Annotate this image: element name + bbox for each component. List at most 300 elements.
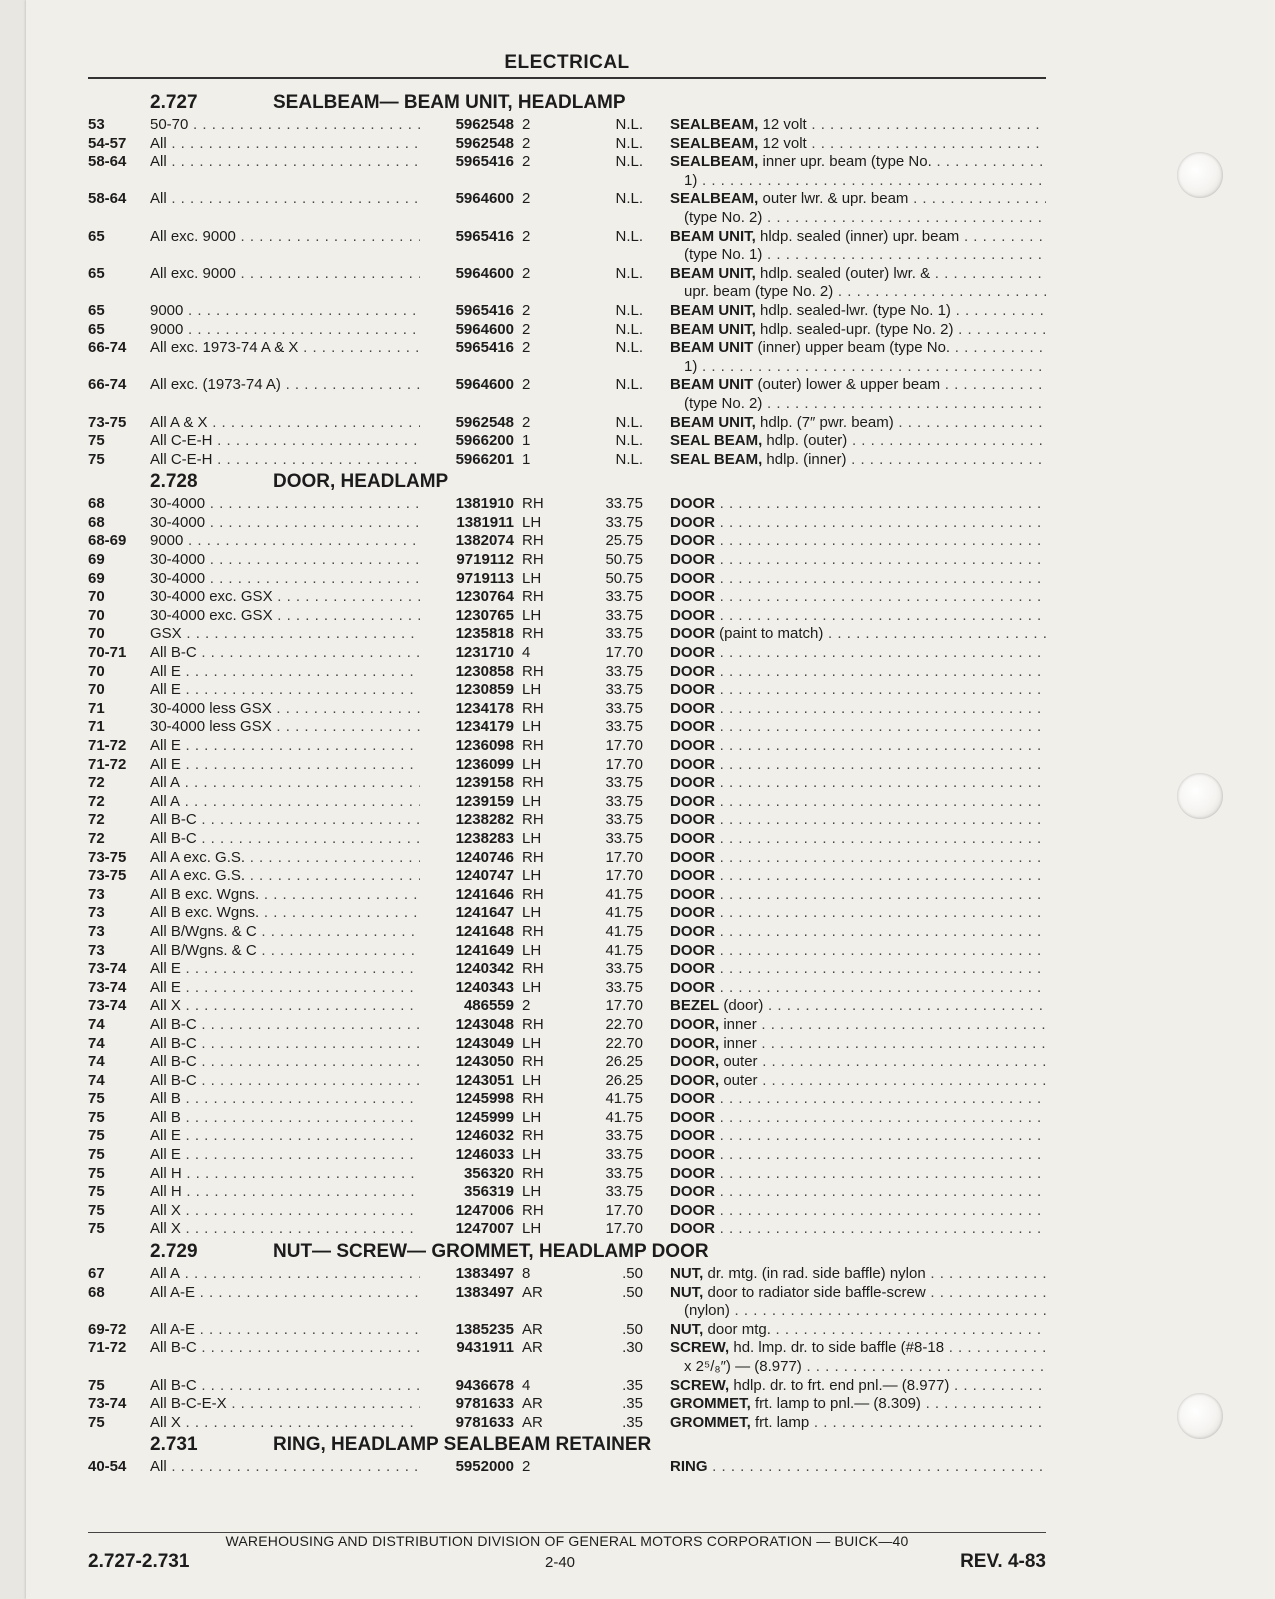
part-number-cell: 1230764 [455,588,514,606]
model-cell: All E . . . [150,681,420,700]
model-cell: All E . . . [150,979,420,998]
description-keyword: GROMMET, [670,1413,751,1431]
description-cell [670,1090,1046,1109]
description-cell [670,663,1046,682]
quantity-cell: 2 [522,320,531,338]
price-cell: .50 [622,1265,643,1283]
section-heading [88,469,1046,495]
year-cell: 75 [88,1220,105,1238]
model-cell: All B exc. Wgns. . . . [150,886,420,905]
description-keyword: DOOR [670,625,715,643]
year-cell: 58-64 [88,153,127,171]
quantity-cell: 2 [522,1458,531,1476]
part-number-cell: 1382074 [455,532,514,550]
quantity-cell: RH [522,848,544,866]
year-cell: 75 [88,450,105,468]
quantity-cell: 4 [522,644,531,662]
parts-row [88,1109,1046,1128]
model-cell: All exc. (1973-74 A) . . . [150,376,420,395]
model-cell: All exc. 1973-74 A & X . . . [150,339,420,358]
description-text: (outer) lower & upper beam [753,376,941,394]
model-cell: All A-E . . . [150,1321,420,1340]
parts-row [88,811,1046,830]
part-number-cell: 1231710 [455,644,514,662]
quantity-cell: LH [522,681,542,699]
description-keyword: SEALBEAM, [670,190,759,208]
parts-row [88,116,1046,135]
model-cell: All E . . . [150,960,420,979]
section-heading [88,90,1046,116]
description-continuation: 1) . . . [670,172,1046,191]
price-cell: 33.75 [605,829,643,847]
description-keyword: DOOR [670,848,715,866]
description-cell [670,644,1046,663]
parts-row [88,774,1046,793]
parts-row [88,1458,1046,1477]
price-cell: N.L. [615,264,643,282]
quantity-cell: 2 [522,264,531,282]
quantity-cell: AR [522,1283,543,1301]
description-keyword: BEZEL [670,997,720,1015]
model-cell: 9000 . . . [150,532,420,551]
description-cell [670,551,1046,570]
price-cell: N.L. [615,450,643,468]
description-cell [670,1220,1046,1239]
parts-row [88,451,1046,470]
description-keyword: BEAM UNIT, [670,320,756,338]
description-continuation: (type No. 2) . . . [670,209,1046,228]
model-cell: 30-4000 . . . [150,514,420,533]
parts-row [88,414,1046,433]
model-cell: All B-C . . . [150,1053,420,1072]
year-cell: 65 [88,320,105,338]
description-text: outer [719,1071,758,1089]
part-number-cell: 5964600 [455,190,514,208]
year-cell: 74 [88,1034,105,1052]
part-number-cell: 5965416 [455,153,514,171]
description-cell [670,774,1046,793]
year-cell: 68 [88,495,105,513]
description-keyword: SEALBEAM, [670,134,759,152]
description-cell [670,830,1046,849]
quantity-cell: 2 [522,134,531,152]
parts-row [88,1183,1046,1202]
part-number-cell: 1247006 [455,1201,514,1219]
description-cell [670,451,1046,470]
description-cell [670,1395,1046,1414]
quantity-cell: LH [522,1146,542,1164]
description-cell [670,514,1046,533]
parts-row [88,1146,1046,1165]
description-keyword: DOOR [670,1183,715,1201]
description-keyword: DOOR [670,1201,715,1219]
model-cell: 30-4000 exc. GSX . . . [150,607,420,626]
model-cell: All . . . [150,190,420,209]
description-keyword: BEAM UNIT, [670,301,756,319]
price-cell: 33.75 [605,681,643,699]
quantity-cell: 2 [522,301,531,319]
description-text: hdlp. (outer) [762,432,848,450]
model-cell: 9000 . . . [150,321,420,340]
price-cell: 22.70 [605,1034,643,1052]
parts-row [88,1165,1046,1184]
price-cell: 17.70 [605,867,643,885]
price-cell: 33.75 [605,1164,643,1182]
price-cell: N.L. [615,116,643,133]
description-cell [670,135,1046,154]
description-cell [670,625,1046,644]
description-text: (paint to match) [715,625,824,643]
parts-row [88,514,1046,533]
description-keyword: NUT, [670,1283,704,1301]
year-cell: 75 [88,1090,105,1108]
year-cell: 71-72 [88,755,127,773]
description-keyword: BEAM UNIT, [670,413,756,431]
description-cell [670,321,1046,340]
year-cell: 71 [88,718,105,736]
part-number-cell: 5964600 [455,264,514,282]
parts-row [88,1377,1046,1396]
price-cell: 33.75 [605,662,643,680]
price-cell: 33.75 [605,1146,643,1164]
price-cell: 33.75 [605,625,643,643]
description-cell [670,432,1046,451]
price-cell: 17.70 [605,644,643,662]
description-text: inner [719,1034,757,1052]
year-cell: 74 [88,1071,105,1089]
price-cell: .50 [622,1283,643,1301]
parts-row [88,339,1046,376]
section-number: 2.727 [150,92,198,113]
part-number-cell: 1243048 [455,1015,514,1033]
quantity-cell: LH [522,718,542,736]
description-keyword: DOOR [670,904,715,922]
price-cell: 22.70 [605,1015,643,1033]
description-keyword: DOOR [670,1164,715,1182]
part-number-cell: 1241646 [455,885,514,903]
model-cell: All B-C-E-X . . . [150,1395,420,1414]
description-cell [670,495,1046,514]
year-cell: 65 [88,264,105,282]
model-cell: All B-C . . . [150,1339,420,1358]
year-cell: 75 [88,1108,105,1126]
description-text: hdlp. (inner) [762,450,847,468]
part-number-cell: 5952000 [455,1458,514,1476]
description-cell [670,1202,1046,1221]
parts-row [88,997,1046,1016]
price-cell: N.L. [615,376,643,394]
parts-row [88,321,1046,340]
part-number-cell: 1381910 [455,495,514,513]
part-number-cell: 1385235 [455,1320,514,1338]
model-cell: 30-4000 . . . [150,551,420,570]
year-cell: 75 [88,1376,105,1394]
quantity-cell: 1 [522,432,531,450]
part-number-cell: 5965416 [455,301,514,319]
price-cell: 17.70 [605,1201,643,1219]
parts-row [88,302,1046,321]
quantity-cell: LH [522,867,542,885]
quantity-cell: RH [522,699,544,717]
year-cell: 70 [88,606,105,624]
description-keyword: SCREW, [670,1376,730,1394]
year-cell: 68 [88,1283,105,1301]
part-number-cell: 5966200 [455,432,514,450]
description-keyword: BEAM UNIT [670,376,754,394]
description-cell [670,1146,1046,1165]
parts-row [88,1072,1046,1091]
description-cell [670,1165,1046,1184]
description-cell [670,1414,1046,1433]
part-number-cell: 1239158 [455,774,514,792]
description-keyword: DOOR [670,662,715,680]
quantity-cell: LH [522,1220,542,1238]
part-number-cell: 9431911 [456,1339,514,1357]
parts-row [88,663,1046,682]
year-cell: 72 [88,774,105,792]
description-text: hdlp. sealed (outer) lwr. & [755,264,931,282]
model-cell: All . . . [150,153,420,172]
price-cell: 17.70 [605,1220,643,1238]
description-text: outer lwr. & upr. beam [758,190,909,208]
year-cell: 75 [88,1146,105,1164]
price-cell: 33.75 [605,1127,643,1145]
part-number-cell: 5964600 [455,320,514,338]
description-cell [670,681,1046,700]
year-cell: 66-74 [88,339,127,357]
parts-row [88,849,1046,868]
model-cell: All B-C . . . [150,1035,420,1054]
description-continuation: 1) . . . [670,358,1046,377]
quantity-cell: RH [522,1201,544,1219]
quantity-cell: RH [522,885,544,903]
description-keyword: SCREW, [670,1339,730,1357]
description-keyword: DOOR [670,774,715,792]
price-cell: 17.70 [605,755,643,773]
description-keyword: DOOR, [670,1053,720,1071]
description-keyword: DOOR [670,569,715,587]
parts-row [88,376,1046,413]
model-cell: All X . . . [150,1414,420,1433]
parts-row [88,1220,1046,1239]
year-cell: 75 [88,432,105,450]
parts-row [88,1202,1046,1221]
parts-row [88,886,1046,905]
description-keyword: SEAL BEAM, [670,432,763,450]
description-text: inner upr. beam (type No. [758,153,932,171]
price-cell: 41.75 [605,922,643,940]
part-number-cell: 1239159 [455,792,514,810]
quantity-cell: AR [522,1395,543,1413]
model-cell: All C-E-H . . . [150,432,420,451]
quantity-cell: RH [522,1090,544,1108]
parts-row [88,607,1046,626]
price-cell: 41.75 [605,1108,643,1126]
part-number-cell: 9781633 [455,1395,514,1413]
description-cell [670,886,1046,905]
description-cell [670,997,1046,1016]
description-cell [670,1339,1046,1376]
description-cell [670,376,1046,413]
quantity-cell: RH [522,588,544,606]
description-keyword: RING [670,1458,708,1476]
description-cell [670,414,1046,433]
quantity-cell: LH [522,606,542,624]
price-cell: N.L. [615,413,643,431]
description-continuation: x 2⁵/₈″) — (8.977) . . . [670,1358,1046,1377]
description-keyword: DOOR [670,718,715,736]
year-cell: 75 [88,1183,105,1201]
price-cell: 33.75 [605,978,643,996]
quantity-cell: 2 [522,997,531,1015]
year-cell: 73 [88,922,105,940]
parts-row [88,1016,1046,1035]
quantity-cell: 2 [522,227,531,245]
description-text: frt. lamp to pnl.— (8.309) [750,1395,921,1413]
parts-row [88,495,1046,514]
description-keyword: SEALBEAM, [670,116,759,133]
description-keyword: DOOR [670,1220,715,1238]
year-cell: 66-74 [88,376,127,394]
description-cell [670,570,1046,589]
model-cell: All exc. 9000 . . . [150,265,420,284]
year-cell: 70 [88,662,105,680]
description-keyword: NUT, [670,1265,704,1283]
description-text: frt. lamp [750,1413,810,1431]
description-cell [670,153,1046,190]
year-cell: 71 [88,699,105,717]
description-cell [670,1284,1046,1321]
quantity-cell: LH [522,513,542,531]
model-cell: All A exc. G.S. . . . [150,849,420,868]
header-rule [88,77,1046,79]
parts-row [88,737,1046,756]
year-cell: 70 [88,681,105,699]
model-cell: All E . . . [150,737,420,756]
description-keyword: SEAL BEAM, [670,450,763,468]
quantity-cell: 2 [522,413,531,431]
part-number-cell: 1238283 [455,829,514,847]
description-cell [670,339,1046,376]
description-cell [670,588,1046,607]
part-number-cell: 1230859 [455,681,514,699]
parts-row [88,1090,1046,1109]
description-keyword: DOOR [670,495,715,513]
year-cell: 75 [88,1164,105,1182]
part-number-cell: 5962548 [455,116,514,133]
quantity-cell: LH [522,829,542,847]
model-cell: 30-4000 less GSX . . . [150,718,420,737]
price-cell: 50.75 [605,551,643,569]
parts-row [88,960,1046,979]
parts-row [88,1414,1046,1433]
section-title: DOOR, HEADLAMP [273,471,449,493]
price-cell: 26.25 [605,1071,643,1089]
part-number-cell: 1230858 [455,662,514,680]
year-cell: 53 [88,116,105,133]
price-cell: N.L. [615,339,643,357]
part-number-cell: 1241648 [455,922,514,940]
quantity-cell: RH [522,1164,544,1182]
model-cell: All E . . . [150,663,420,682]
part-number-cell: 356320 [463,1164,514,1182]
description-cell [670,1072,1046,1091]
parts-row [88,904,1046,923]
year-cell: 73-75 [88,867,127,885]
description-cell [670,960,1046,979]
price-cell: N.L. [615,134,643,152]
page-number: 2-40 [544,1554,576,1571]
description-keyword: DOOR [670,829,715,847]
year-cell: 71-72 [88,737,127,754]
price-cell: 33.75 [605,495,643,513]
quantity-cell: RH [522,662,544,680]
price-cell: 33.75 [605,588,643,606]
model-cell: 50-70 . . . [150,116,420,135]
section-title: RING, HEADLAMP SEALBEAM RETAINER [273,1434,652,1456]
description-cell [670,700,1046,719]
description-keyword: DOOR, [670,1015,720,1033]
part-number-cell: 5966201 [455,450,514,468]
model-cell: All A . . . [150,774,420,793]
description-cell [670,532,1046,551]
price-cell: 33.75 [605,513,643,531]
description-text: hdlp. sealed-lwr. (type No. 1) [755,301,951,319]
price-cell: 26.25 [605,1053,643,1071]
price-cell: .30 [622,1339,643,1357]
parts-row [88,570,1046,589]
description-cell [670,923,1046,942]
description-keyword: BEAM UNIT [670,339,754,357]
quantity-cell: RH [522,551,544,569]
year-cell: 70-71 [88,644,127,662]
description-cell [670,942,1046,961]
description-keyword: DOOR, [670,1071,720,1089]
parts-row [88,625,1046,644]
description-text: outer [719,1053,758,1071]
parts-row [88,265,1046,302]
part-number-cell: 1236098 [455,737,514,754]
year-cell: 68-69 [88,532,127,550]
part-number-cell: 1240342 [455,960,514,978]
quantity-cell: LH [522,1108,542,1126]
year-cell: 73-75 [88,848,127,866]
description-cell [670,756,1046,775]
parts-row [88,1339,1046,1376]
quantity-cell: LH [522,1034,542,1052]
part-number-cell: 1381911 [456,513,514,531]
description-text: inner [719,1015,757,1033]
description-keyword: BEAM UNIT, [670,264,756,282]
description-keyword: DOOR [670,978,715,996]
part-number-cell: 486559 [463,997,514,1015]
part-number-cell: 1243051 [455,1071,514,1089]
description-text: hdlp. (7″ pwr. beam) [755,413,894,431]
part-number-cell: 1243049 [455,1034,514,1052]
binder-hole [1177,152,1223,198]
parts-row [88,228,1046,265]
part-number-cell: 1238282 [455,811,514,829]
quantity-cell: RH [522,737,544,754]
part-number-cell: 1241649 [455,941,514,959]
price-cell: 17.70 [605,848,643,866]
year-cell: 70 [88,625,105,643]
part-number-cell: 1245998 [455,1090,514,1108]
description-continuation: (type No. 2) . . . [670,395,1046,414]
description-text: 12 volt [758,116,807,133]
description-keyword: DOOR [670,867,715,885]
description-continuation: (type No. 1) . . . [670,246,1046,265]
